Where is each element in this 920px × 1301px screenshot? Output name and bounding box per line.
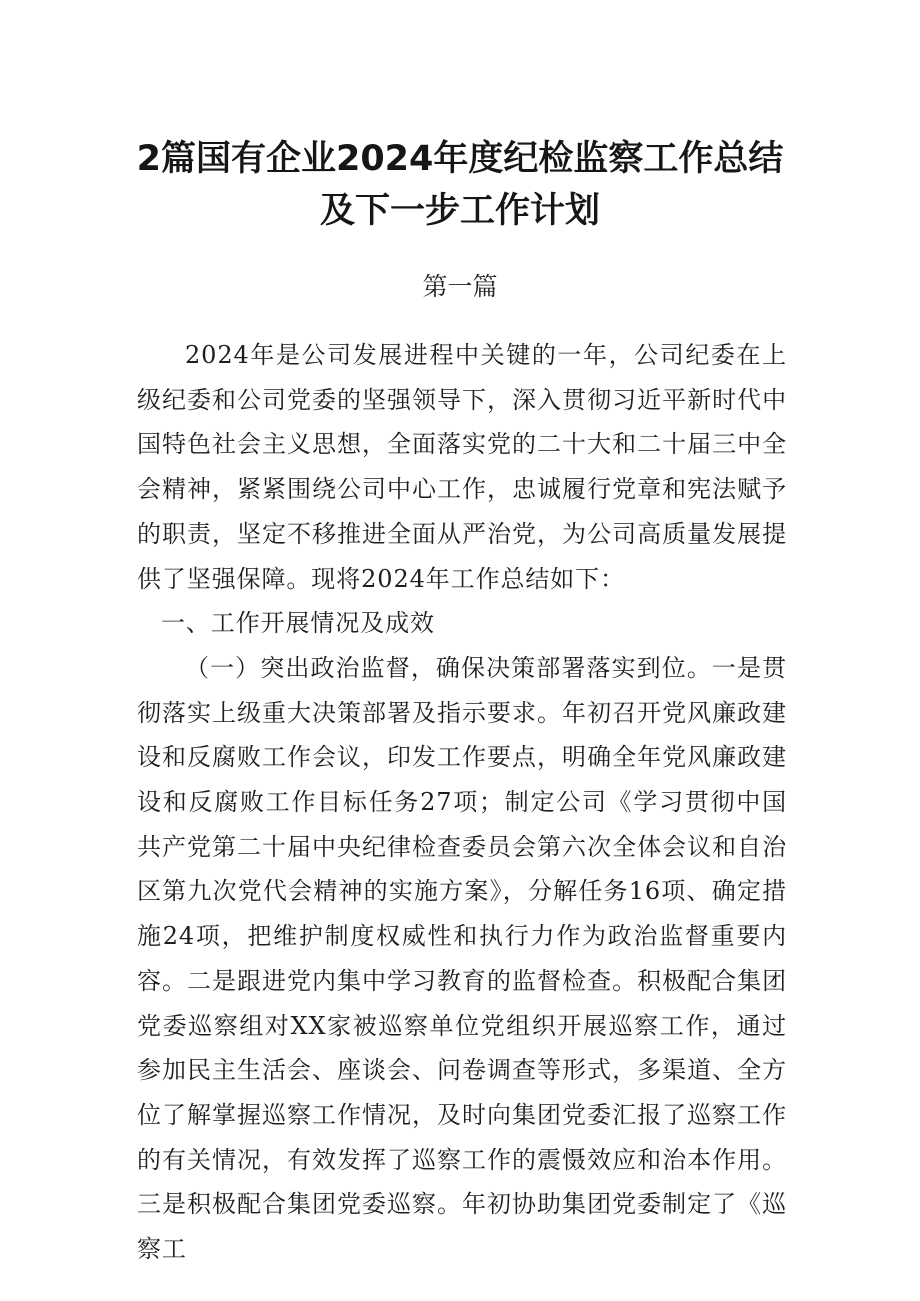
part-label: 第一篇 bbox=[422, 272, 498, 301]
intro-paragraph: 2024年是公司发展进程中关键的一年，公司纪委在上级纪委和公司党委的坚强领导下，深入贯彻习近平新时代中国特色社会主义思想，全面落实党的二十大和二十届三中全会精神，紧紧围绕公司中心工作，忠诚履行党章和宪法赋予的职责，坚定不移推进全面从严治党，为公司高质量发展提供了坚强保障。现将2024年工作总结如下： bbox=[137, 341, 787, 593]
section-heading: 一、工作开展情况及成效 bbox=[161, 609, 435, 638]
document-body bbox=[137, 333, 787, 1272]
document-title-line-2: 及下一步工作计划 bbox=[319, 191, 600, 231]
document-title-line-1: 2篇国有企业2024年度纪检监察工作总结 bbox=[136, 139, 784, 179]
body-paragraph: （一）突出政治监督，确保决策部署落实到位。一是贯彻落实上级重大决策部署及指示要求。年初召开党风廉政建设和反腐败工作会议，印发工作要点，明确全年党风廉政建设和反腐败工作目标任务27项；制定公司《学习贯彻中国共产党第二十届中央纪律检查委员会第六次全体会议和自治区第九次党代会精神的实施方案》，分解任务16项、确定措施24项，把维护制度权威性和执行力作为政治监督重要内容。二是跟进党内集中学习教育的监督检查。积极配合集团党委巡察组对XX家被巡察单位党组织开展巡察工作，通过参加民主生活会、座谈会、问卷调查等形式，多渠道、全方位了解掌握巡察工作情况，及时向集团党委汇报了巡察工作的有关情况，有效发挥了巡察工作的震慑效应和治本作用。三是积极配合集团党委巡察。年初协助集团党委制定了《巡察工 bbox=[137, 653, 787, 1264]
